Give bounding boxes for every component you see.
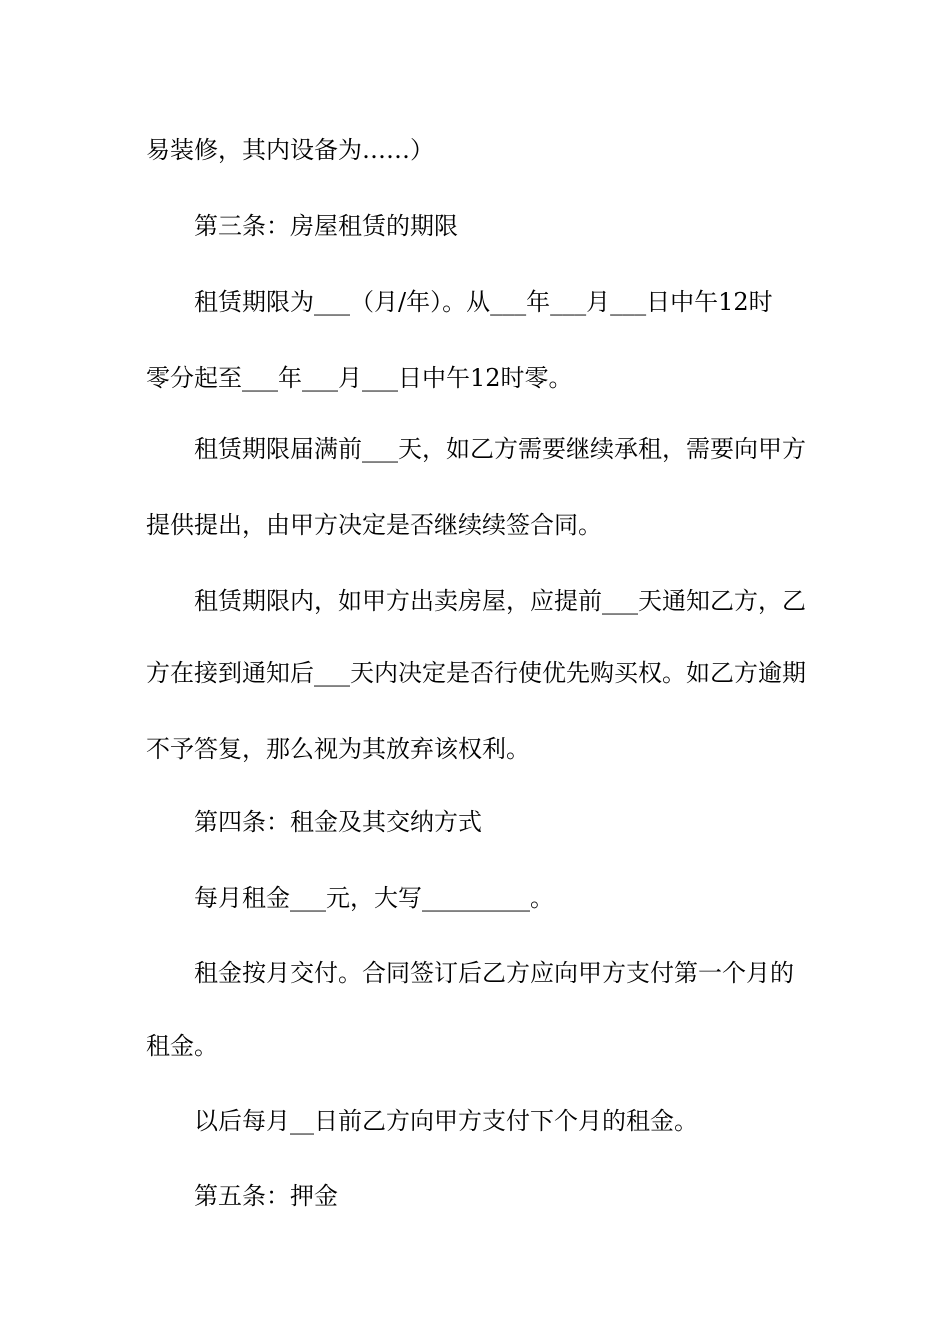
- paragraph-line: 租赁期限为___（月/年）。从___年___月___日中午12时: [194, 288, 773, 316]
- paragraph-line: 不予答复，那么视为其放弃该权利。: [146, 735, 530, 763]
- paragraph-line: 租赁期限内，如甲方出卖房屋，应提前___天通知乙方，乙: [194, 587, 806, 615]
- section-heading-article-5: 第五条：押金: [194, 1182, 338, 1210]
- paragraph-line: 零分起至___年___月___日中午12时零。: [146, 364, 573, 392]
- paragraph-line: 提供提出，由甲方决定是否继续续签合同。: [146, 511, 602, 539]
- section-heading-article-3: 第三条：房屋租赁的期限: [194, 212, 458, 240]
- section-heading-article-4: 第四条：租金及其交纳方式: [194, 808, 482, 836]
- paragraph-line: 方在接到通知后___天内决定是否行使优先购买权。如乙方逾期: [146, 659, 806, 687]
- text-line-1: 易装修，其内设备为……）: [146, 136, 434, 164]
- paragraph-line: 每月租金___元，大写_________。: [194, 884, 554, 912]
- paragraph-line: 租赁期限届满前___天，如乙方需要继续承租，需要向甲方: [194, 435, 806, 463]
- paragraph-line: 以后每月__日前乙方向甲方支付下个月的租金。: [194, 1107, 698, 1135]
- paragraph-line: 租金。: [146, 1032, 218, 1060]
- paragraph-line: 租金按月交付。合同签订后乙方应向甲方支付第一个月的: [194, 959, 794, 987]
